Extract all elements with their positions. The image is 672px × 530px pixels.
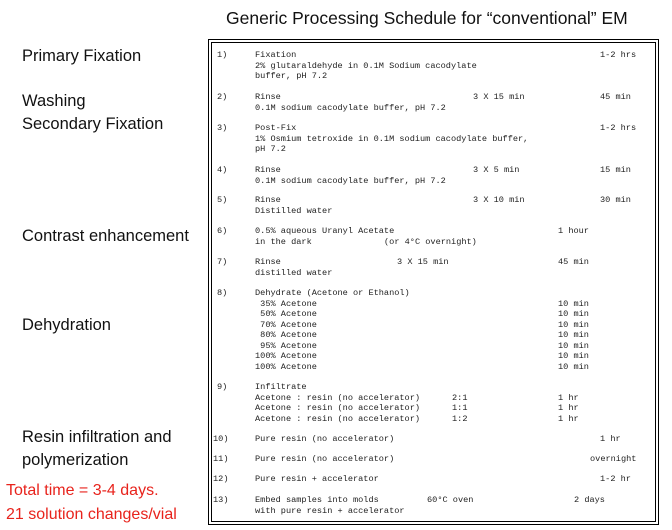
step-8-row-label: 35% Acetone [255, 298, 317, 309]
step-1-line-3: buffer, pH 7.2 [255, 71, 328, 81]
step-3-line-3: pH 7.2 [255, 144, 286, 154]
step-9-row-time: 1 hr [558, 403, 579, 413]
step-12-number: 12) [213, 474, 229, 484]
step-9-row-ratio: 2:1 [452, 392, 468, 403]
step-8-row-label: 80% Acetone [255, 330, 317, 340]
step-4-time: 15 min [600, 165, 631, 175]
step-11-time: overnight [590, 454, 637, 464]
step-6-time: 1 hour [558, 226, 589, 236]
step-9-heading: Infiltrate [255, 382, 307, 392]
step-2-number: 2) [217, 92, 228, 102]
label-secondary-fixation: Secondary Fixation [22, 115, 164, 133]
step-4-number: 4) [217, 165, 228, 175]
step-3-number: 3) [217, 123, 228, 133]
solution-changes-note: 21 solution changes/vial [6, 506, 177, 523]
step-7-time: 45 min [558, 257, 589, 267]
step-1-time: 1-2 hrs [600, 50, 637, 60]
step-6-line-2: in the dark [255, 236, 312, 247]
step-8-row-time: 10 min [558, 351, 589, 361]
step-11-number: 11) [213, 454, 229, 464]
step-7-line-2: distilled water [255, 267, 333, 278]
step-9-row-label: Acetone : resin (no accelerator) [255, 413, 421, 424]
label-washing: Washing [22, 92, 86, 110]
step-8-row-label: 100% Acetone [255, 361, 317, 372]
step-7-repetitions: 3 X 15 min [397, 257, 449, 267]
step-9-row-ratio: 1:1 [452, 403, 468, 413]
label-resin-infiltration: Resin infiltration and [22, 428, 172, 446]
step-3-line-1: Post-Fix [255, 123, 297, 133]
step-2-time: 45 min [600, 92, 631, 102]
step-5-line-1: Rinse [255, 195, 281, 205]
step-3-line-2: 1% Osmium tetroxide in 0.1M sodium cacodylate buffer, [255, 133, 529, 144]
step-12-time: 1-2 hr [600, 474, 631, 484]
step-8-row-label: 70% Acetone [255, 319, 317, 330]
step-9-row-time: 1 hr [558, 392, 579, 403]
step-3-time: 1-2 hrs [600, 123, 637, 133]
step-6-number: 6) [217, 226, 228, 236]
step-11-line-1: Pure resin (no accelerator) [255, 454, 395, 464]
step-8-row-time: 10 min [558, 319, 589, 330]
step-4-line-2: 0.1M sodium cacodylate buffer, pH 7.2 [255, 175, 446, 186]
label-polymerization: polymerization [22, 451, 129, 469]
step-8-row-time: 10 min [558, 340, 589, 351]
total-time-note: Total time = 3-4 days. [6, 482, 159, 499]
step-9-number: 9) [217, 382, 228, 392]
step-9-row-label: Acetone : resin (no accelerator) [255, 392, 421, 403]
step-1-number: 1) [217, 50, 228, 60]
step-5-time: 30 min [600, 195, 631, 205]
label-contrast-enhancement: Contrast enhancement [22, 227, 189, 245]
label-primary-fixation: Primary Fixation [22, 47, 142, 65]
label-dehydration: Dehydration [22, 316, 111, 334]
step-9-row-time: 1 hr [558, 413, 579, 424]
step-4-repetitions: 3 X 5 min [473, 165, 520, 175]
step-4-line-1: Rinse [255, 165, 281, 175]
step-8-row-label: 50% Acetone [255, 309, 317, 319]
step-13-oven: 60°C oven [427, 495, 474, 505]
step-10-number: 10) [213, 434, 229, 444]
step-13-line-2: with pure resin + accelerator [255, 505, 405, 516]
step-2-line-1: Rinse [255, 92, 281, 102]
step-8-row-label: 100% Acetone [255, 351, 317, 361]
step-2-line-2: 0.1M sodium cacodylate buffer, pH 7.2 [255, 102, 446, 113]
step-7-number: 7) [217, 257, 228, 267]
step-13-line-1: Embed samples into molds [255, 495, 379, 505]
step-6-line-1: 0.5% aqueous Uranyl Acetate [255, 226, 395, 236]
step-8-row-time: 10 min [558, 298, 589, 309]
step-9-row-label: Acetone : resin (no accelerator) [255, 403, 421, 413]
schedule-frame [211, 42, 656, 522]
step-8-number: 8) [217, 288, 228, 298]
step-12-line-1: Pure resin + accelerator [255, 474, 379, 484]
step-5-line-2: Distilled water [255, 205, 333, 216]
step-9-row-ratio: 1:2 [452, 413, 468, 424]
step-6-alternative: (or 4°C overnight) [384, 236, 477, 247]
step-8-row-time: 10 min [558, 361, 589, 372]
step-5-repetitions: 3 X 10 min [473, 195, 525, 205]
step-2-repetitions: 3 X 15 min [473, 92, 525, 102]
step-8-row-label: 95% Acetone [255, 340, 317, 351]
step-8-heading: Dehydrate (Acetone or Ethanol) [255, 288, 410, 298]
page-title: Generic Processing Schedule for “conventional” EM [226, 8, 628, 28]
step-1-line-2: 2% glutaraldehyde in 0.1M Sodium cacodylate [255, 60, 477, 71]
step-8-row-time: 10 min [558, 309, 589, 319]
step-10-time: 1 hr [600, 434, 621, 444]
step-13-time: 2 days [574, 495, 605, 505]
step-8-row-time: 10 min [558, 330, 589, 340]
step-7-line-1: Rinse [255, 257, 281, 267]
step-13-number: 13) [213, 495, 229, 505]
step-10-line-1: Pure resin (no accelerator) [255, 434, 395, 444]
step-1-line-1: Fixation [255, 50, 297, 60]
step-5-number: 5) [217, 195, 228, 205]
